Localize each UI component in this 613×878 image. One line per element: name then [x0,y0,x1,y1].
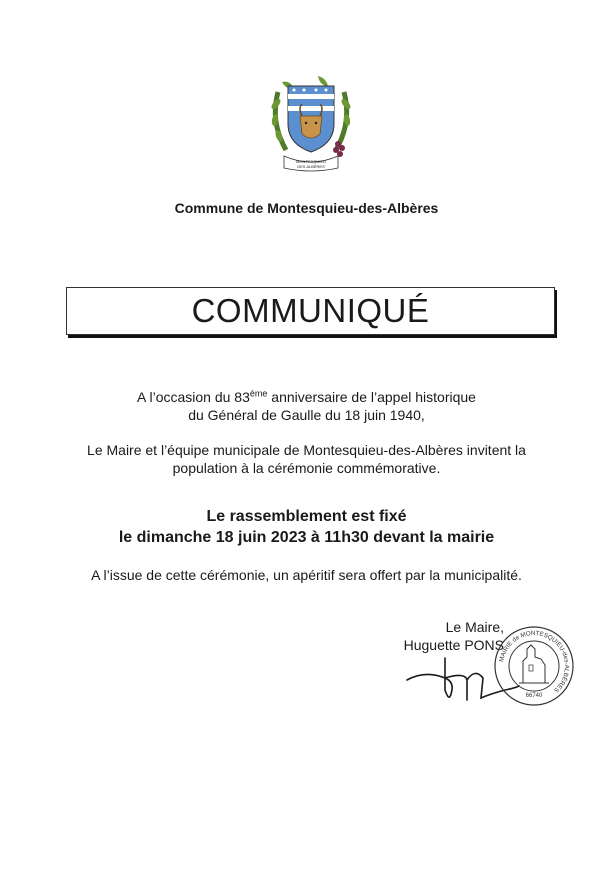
gathering-line-1: Le rassemblement est fixé [206,508,407,525]
commune-heading: Commune de Montesquieu-des-Albères [174,200,439,216]
invite-line-2: population à la cérémonie commémorative. [172,460,441,476]
invite-paragraph [0,441,613,477]
official-stamp [493,625,575,707]
commune-crest-logo [268,72,354,174]
gathering-announcement [0,506,613,548]
crest-banner-line2: DES ALBÈRES [297,164,325,169]
signoff-name: Huguette PONS [403,637,504,653]
signoff-role: Le Maire, [445,619,504,635]
intro-line-1 [0,388,613,406]
closing-paragraph: A l’issue de cette cérémonie, un apéritif sera offert par la municipalité. [91,567,522,583]
stamp-ring-text: MAIRIE de MONTESQUIEU-des-ALBÈRES [498,629,571,694]
title-box [66,287,555,335]
invite-line-1: Le Maire et l’équipe municipale de Montesquieu-des-Albères invitent la [87,442,526,458]
page-title: COMMUNIQUÉ [191,292,430,329]
intro-paragraph [0,388,613,424]
signoff-block [384,618,504,654]
crest-banner-line1: MONTESQUIEU [296,159,326,164]
intro-line-1-end: anniversaire de l’appel historique [267,389,476,405]
gathering-line-2: le dimanche 18 juin 2023 à 11h30 devant la mairie [118,529,495,546]
intro-ordinal-suffix: ème [249,388,268,399]
intro-line-2: du Général de Gaulle du 18 juin 1940, [188,407,425,423]
stamp-postcode: 66740 [525,693,543,699]
intro-line-1-start: A l’occasion du 83 [137,389,250,405]
